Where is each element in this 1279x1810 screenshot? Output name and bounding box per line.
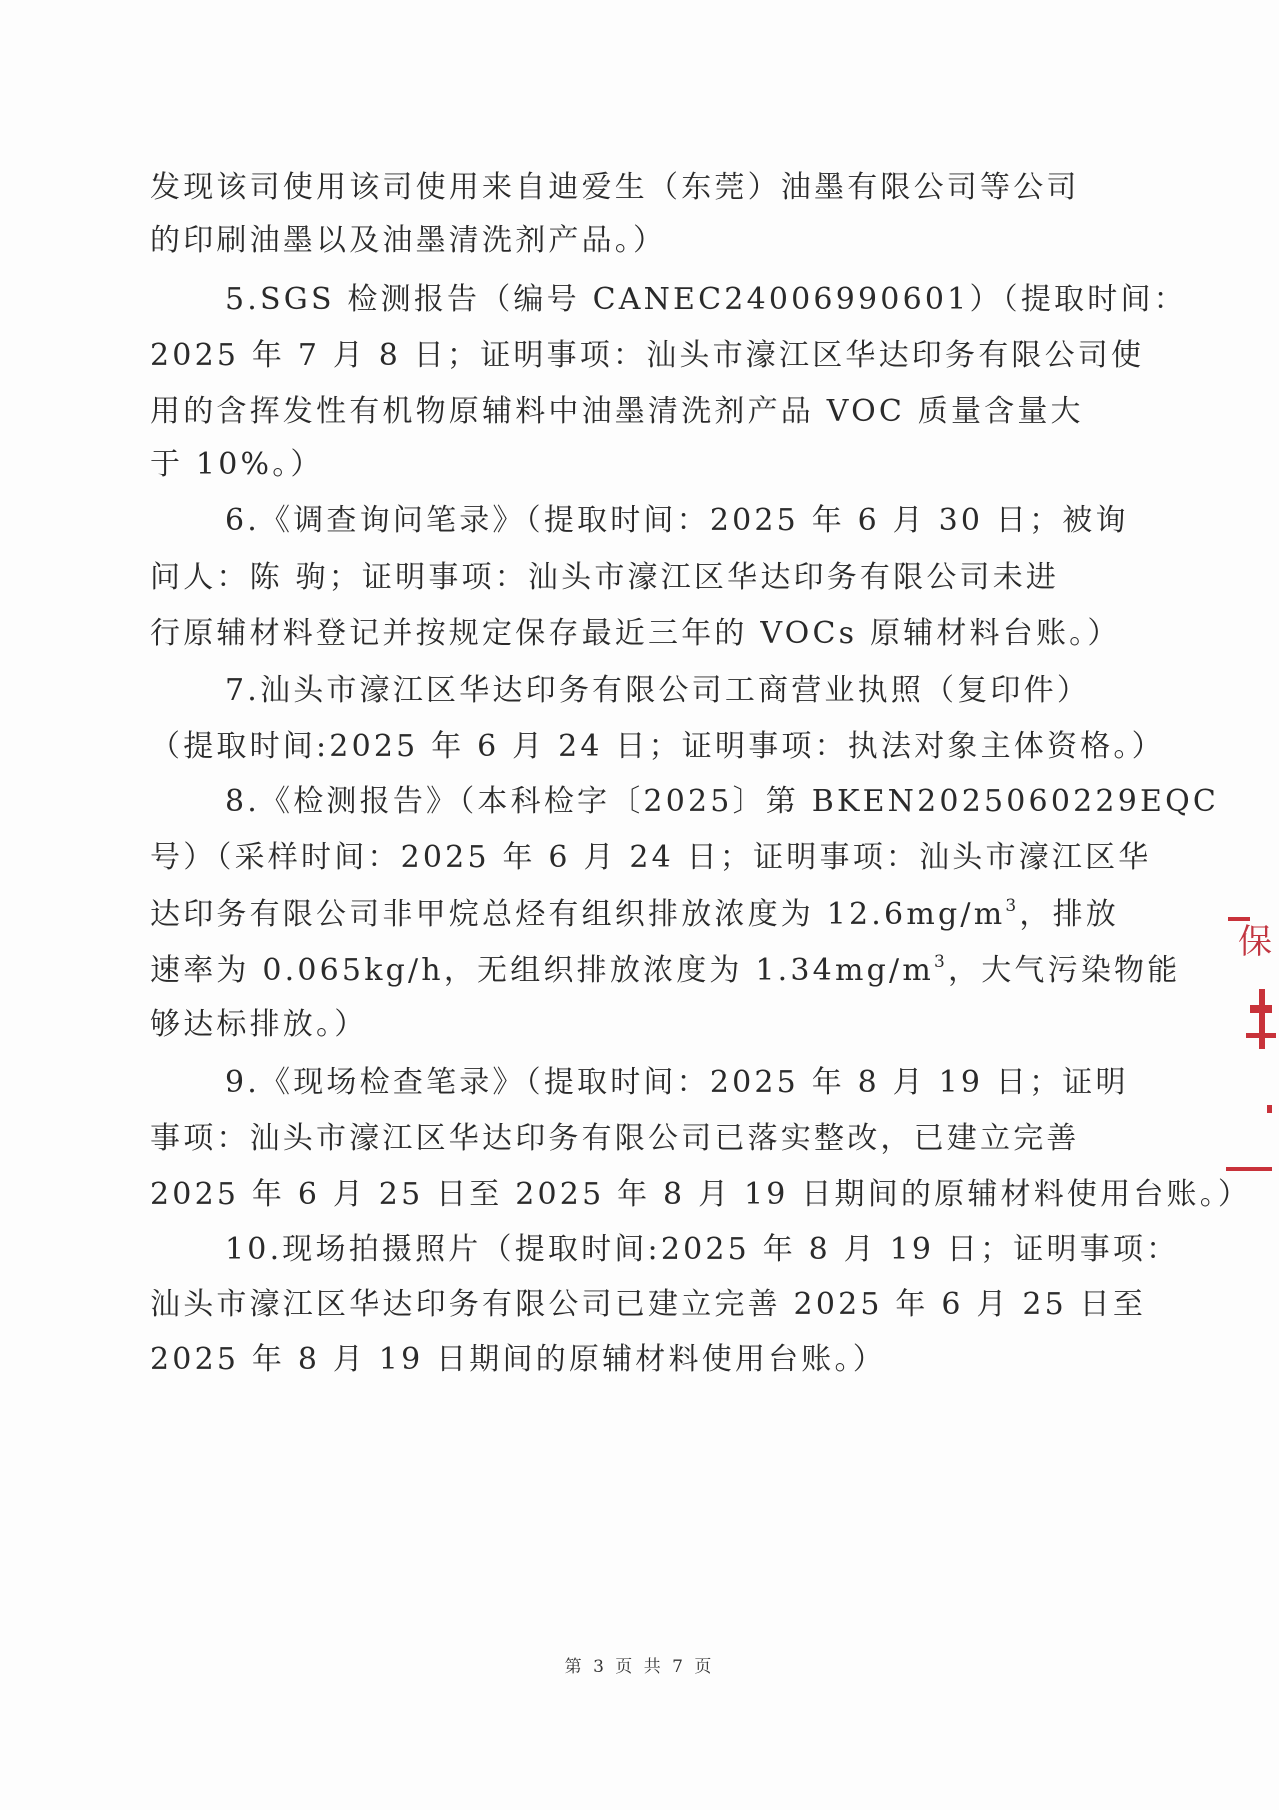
paragraph-line: （提取时间:2025 年 6 月 24 日；证明事项：执法对象主体资格。） [150,729,1165,764]
evidence-item-10: 10.现场拍摄照片（提取时间:2025 年 8 月 19 日；证明事项： [225,1232,1180,1267]
paragraph-line: 2025 年 6 月 25 日至 2025 年 8 月 19 日期间的原辅材料使用台账。） [150,1177,1252,1212]
paragraph-line: 用的含挥发性有机物原辅料中油墨清洗剂产品 VOC 质量含量大 [150,394,1084,429]
paragraph-line: 于 10%。） [150,447,324,482]
paragraph-line: 2025 年 8 月 19 日期间的原辅材料使用台账。） [150,1342,886,1377]
evidence-item-7: 7.汕头市濠江区华达印务有限公司工商营业执照（复印件） [225,673,1091,708]
superscript: 3 [933,952,949,972]
paragraph-line: 号）（采样时间：2025 年 6 月 24 日；证明事项：汕头市濠江区华 [150,840,1152,875]
page-number: 第 3 页 共 7 页 [564,1657,715,1677]
paragraph-line: 汕头市濠江区华达印务有限公司已建立完善 2025 年 6 月 25 日至 [150,1287,1147,1322]
paragraph-line: 2025 年 7 月 8 日；证明事项：汕头市濠江区华达印务有限公司使 [150,338,1145,373]
paragraph-line: 发现该司使用该司使用来自迪爱生（东莞）油墨有限公司等公司 [150,170,1080,205]
text-segment: 达印务有限公司非甲烷总烃有组织排放浓度为 12.6mg/m [150,897,1006,932]
evidence-item-8: 8.《检测报告》（本科检字〔2025〕第 BKEN2025060229EQC [225,784,1220,819]
paragraph-line: 问人：陈 驹；证明事项：汕头市濠江区华达印务有限公司未进 [150,560,1060,595]
paragraph-line: 事项：汕头市濠江区华达印务有限公司已落实整改，已建立完善 [150,1121,1080,1156]
seal-char: 保 [1238,922,1272,962]
evidence-item-9: 9.《现场检查笔录》（提取时间：2025 年 8 月 19 日；证明 [225,1065,1129,1100]
text-segment: ，排放 [1019,897,1119,932]
paragraph-line [150,951,1180,991]
paragraph-line: 行原辅材料登记并按规定保存最近三年的 VOCs 原辅材料台账。） [150,616,1121,651]
paragraph-line [150,895,1119,935]
paragraph-line: 够达标排放。） [150,1007,368,1042]
paragraph-line: 的印刷油墨以及油墨清洗剂产品。） [150,223,667,258]
text-segment: ，大气污染物能 [948,953,1181,988]
evidence-item-6: 6.《调查询问笔录》（提取时间：2025 年 6 月 30 日；被询 [225,503,1129,538]
text-segment: 速率为 0.065kg/h，无组织排放浓度为 1.34mg/m [150,953,934,988]
superscript: 3 [1005,896,1020,916]
official-seal-fragment [1222,905,1279,1185]
evidence-item-5: 5.SGS 检测报告（编号 CANEC24006990601）（提取时间： [225,282,1187,317]
